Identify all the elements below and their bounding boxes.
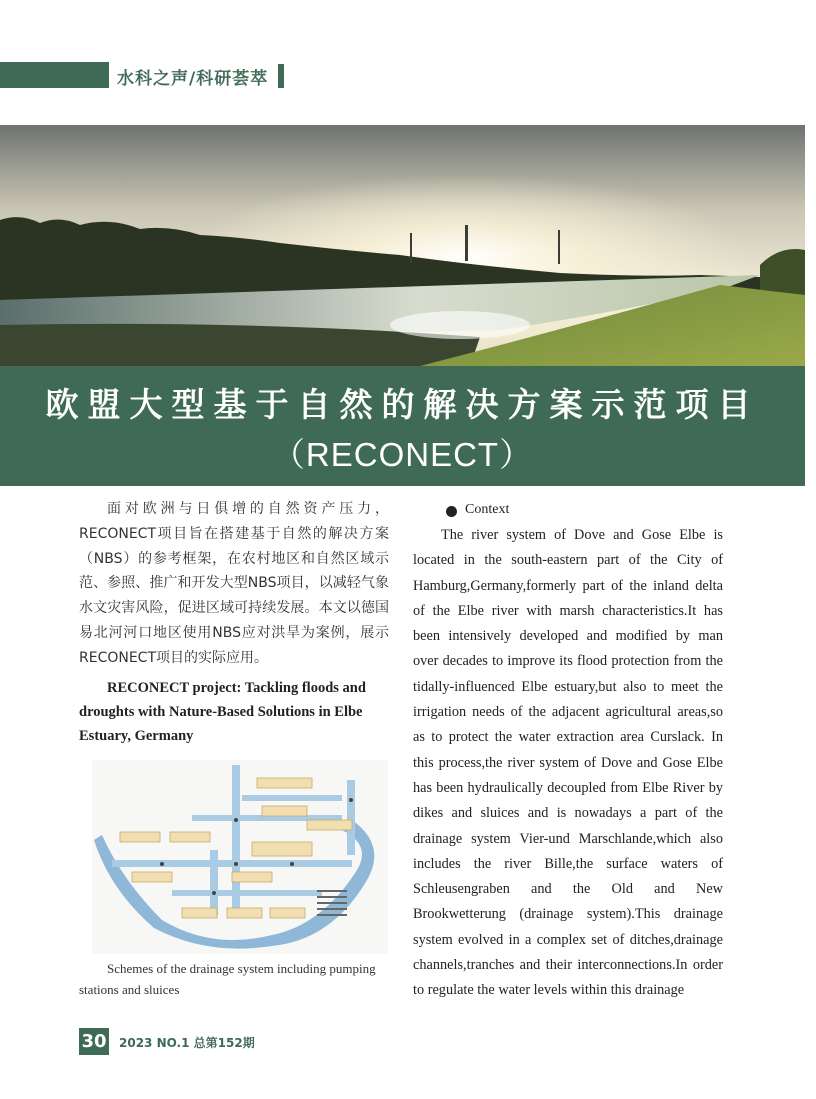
header-bar [278,64,284,88]
article-title: 欧盟大型基于自然的解决方案示范项目 [45,385,760,424]
section-title: 水科之声/科研荟萃 [117,69,269,89]
abstract-paragraph: 面对欧洲与日俱增的自然资产压力，RECONECT项目旨在搭建基于自然的解决方案（NBS）的参考框架，在农村地区和自然区域示范、参照、推广和开发大型NBS项目，以减轻气象水文灾害风险，促进区域可持续发展。本文以德国易北河河口地区使用NBS应对洪旱为案例，展示RECONECT项目的实际应用。 [79,501,389,666]
section-heading-context: Context [465,502,510,517]
english-subheading: RECONECT project: Tackling floods and droughts with Nature-Based Solutions in Elbe Estuary, Germany [79,680,366,744]
header-band [0,62,109,88]
article-title-acronym: （RECONECT） [271,436,534,473]
hero-photo [0,125,805,366]
figure-caption: Schemes of the drainage system including pumping stations and sluices [79,961,376,997]
page-number: 30 [79,1028,109,1055]
drainage-scheme-figure [92,760,388,954]
issue-info: 2023 NO.1 总第152期 [119,1036,255,1050]
bullet-icon [446,506,457,517]
context-body: The river system of Dove and Gose Elbe is located in the south-eastern part of the City of Hamburg,Germany,formerly part of the inland delta of the Elbe river with marsh characteristics.It has been intensively developed and modified by man over decades to improve its flood protection from the tidally-influenced Elbe estuary,but also to meet the irrigation needs of the adjacent agricultural areas,so as to protect the water extraction area Curslack. In this process,the river system of Dove and Gose Elbe has been hydraulically decoupled from Elbe River by dikes and sluices and is nowadays a part of the drainage system Vier-und Marschlande,which also includes the river Bille,the surface waters of Schleusengraben and the Old and New Brookwetterung (drainage system).This drainage system evolved in a complex set of ditches,drainage channels,tranches and their interconnections.In order to regulate the water levels within this drainage [413,527,723,999]
